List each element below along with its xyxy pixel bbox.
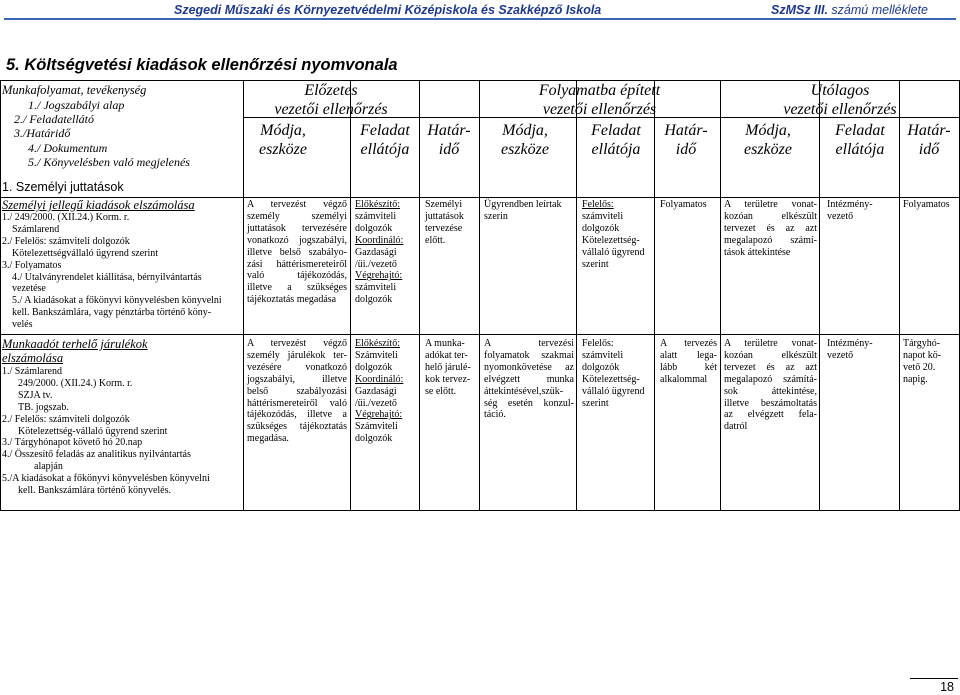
- cell-line: vezésére vonatkozó: [247, 361, 347, 373]
- row1-post-method: [724, 199, 817, 259]
- cell-line: juttatások: [425, 210, 464, 222]
- subhead-responsible: [815, 121, 905, 159]
- row1-post-deadline: [903, 199, 959, 211]
- cell-line: számviteli: [582, 349, 624, 361]
- row1-line: kell. Bankszámlára, vagy pénztárba történő köny-: [12, 307, 212, 319]
- cell-line: dolgozók: [355, 222, 393, 234]
- cell-line: számviteli: [355, 210, 397, 222]
- row2-line: Kötelezettség-vállaló ügyrend szerint: [18, 425, 168, 437]
- cell-line: Személyi: [425, 199, 463, 210]
- cell-line: Kötelezettség-: [582, 373, 640, 385]
- cell-line: adókat ter-: [425, 349, 468, 361]
- cell-line: juttatások tervezésére: [247, 222, 347, 234]
- cell-line: jogszabályi, illetve: [247, 373, 347, 385]
- cell-line: kok tervez-: [425, 373, 471, 385]
- cell-line: dolgozók: [582, 222, 620, 234]
- cell-line: előtt.: [425, 234, 446, 246]
- cell-line: illetve a szükséges: [247, 282, 347, 294]
- cell-line: vezető: [827, 349, 854, 361]
- cell-line: A tervezési: [484, 338, 574, 349]
- row2-line: 249/2000. (XII.24.) Korm. r.: [18, 377, 133, 389]
- subhead-line: Feladat: [835, 122, 885, 139]
- cell-line: zási háttérismereteiről: [247, 258, 347, 270]
- cell-line: dolgozók: [355, 294, 393, 306]
- cell-line: illetve beszámoltatás: [724, 397, 817, 409]
- page-title: 5. Költségvetési kiadások ellenőrzési nyomvonala: [6, 56, 398, 74]
- cell-line: számviteli: [582, 210, 624, 222]
- cell-line: megadása.: [247, 433, 289, 445]
- row2-line: kell. Bankszámlára történő könyvelés.: [18, 485, 172, 497]
- row2-left-cell: [2, 337, 242, 497]
- cell-line: kozóan elkészült: [724, 349, 817, 361]
- cell-line: Felelős:: [582, 338, 614, 349]
- left-header-item: 3./Határidő: [14, 126, 71, 141]
- cell-line: tervezet és az azt: [724, 222, 817, 234]
- cell-line: vállaló ügyrend: [582, 385, 645, 397]
- cell-line: megalapozó számítá-: [724, 373, 817, 385]
- row2-line: 3./ Tárgyhónapot követő hó 20.nap: [2, 437, 143, 449]
- document-reference: [771, 3, 928, 17]
- row1-line: 5./ A kiadásokat a főkönyvi könyvelésben könyvelni: [12, 295, 222, 307]
- subhead-deadline: [899, 121, 959, 159]
- cell-line: kozóan elkészült: [724, 210, 817, 222]
- row1-line: 4./ Utalványrendelet kiállítása, bérnyilvántartás: [12, 271, 202, 283]
- left-header-item: 5./ Könyvelésben való megjelenés: [28, 154, 190, 169]
- cell-line: A területre vonat-: [724, 338, 817, 349]
- group-subtitle: vezetői ellenőrzés: [274, 101, 388, 118]
- group-subtitle: vezetői ellenőrzés: [783, 101, 897, 118]
- row1-line: velés: [12, 319, 33, 331]
- cell-line: Folyamatos: [903, 199, 950, 210]
- row2-pre-deadline: [425, 338, 477, 398]
- cell-line: személy járulékok ter-: [247, 349, 347, 361]
- audit-trail-table: [0, 80, 960, 511]
- doc-code: SzMSz III.: [770, 3, 828, 17]
- group-header-preliminary: [243, 81, 419, 119]
- row2-post-responsible: [827, 338, 897, 362]
- row1-line: Kötelezettségvállaló ügyrend szerint: [12, 247, 159, 259]
- cell-line: illetve belső szabályo-: [247, 246, 347, 258]
- row1-emb-responsible: [582, 199, 652, 270]
- cell-line: megalapozó számí-: [724, 234, 817, 246]
- subhead-line: Feladat: [360, 122, 410, 139]
- subhead-line: eszköze: [501, 141, 549, 158]
- row2-line: SZJA tv.: [18, 389, 53, 401]
- row2-post-deadline: [903, 338, 959, 386]
- cell-line: vállaló ügyrend: [582, 246, 645, 258]
- page-number-rule: [910, 678, 958, 679]
- group-header-subsequent: [720, 81, 960, 119]
- cell-line: szerint: [582, 258, 609, 270]
- cell-line: vezető: [827, 210, 854, 222]
- cell-line: folyamatok szakmai: [484, 349, 574, 361]
- cell-line: tájékoztatás megadása: [247, 294, 337, 306]
- group-title: Utólagos: [810, 82, 870, 99]
- cell-line: napot kö-: [903, 349, 942, 361]
- subhead-line: ellátója: [591, 141, 641, 158]
- cell-line: Kötelezettség-: [582, 234, 640, 246]
- left-header-item: 2./ Feladatellátó: [14, 112, 94, 127]
- cell-line: A területre vonat-: [724, 199, 817, 210]
- cell-line: Ügyrendben leírtak: [484, 199, 562, 210]
- subhead-method: [728, 121, 808, 159]
- cell-line: szükséges tájékoztatás: [247, 421, 347, 433]
- subhead-line: Módja,: [745, 122, 791, 139]
- row2-heading: [2, 337, 242, 351]
- cell-line: datról: [724, 421, 748, 433]
- row1-emb-method: [484, 199, 576, 223]
- row2-line: alapján: [34, 461, 63, 473]
- page-number: 18: [940, 680, 954, 694]
- cell-line: Felelős:: [582, 199, 614, 210]
- cell-line: ség esetén konzul-: [484, 397, 574, 409]
- row1-pre-method: [247, 199, 347, 306]
- cell-line: táció.: [484, 409, 506, 421]
- cell-line: való tájékozódás,: [247, 270, 347, 282]
- cell-line: Előkészítő:: [355, 199, 400, 210]
- row2-emb-responsible: [582, 338, 652, 409]
- subhead-deadline: [656, 121, 716, 159]
- left-header-heading: Munkafolyamat, tevékenység: [2, 83, 147, 97]
- row2-line: TB. jogszab.: [18, 401, 69, 413]
- cell-line: Intézmény-: [827, 199, 873, 210]
- row2-emb-deadline: [660, 338, 717, 386]
- row1-pre-responsible: [355, 199, 417, 306]
- cell-line: Számviteli: [355, 421, 398, 433]
- row2-line: 2./ Felelős: számviteli dolgozók: [2, 413, 130, 425]
- subhead-line: idő: [675, 141, 697, 158]
- cell-line: tájékozódás, illetve a: [247, 409, 347, 421]
- cell-line: tervezet és az azt: [724, 361, 817, 373]
- row2-emb-method: [484, 338, 574, 421]
- subhead-responsible: [340, 121, 430, 159]
- cell-line: elvégzett munka: [484, 373, 574, 385]
- subhead-line: Határ-: [907, 122, 951, 139]
- left-header: [2, 83, 242, 97]
- cell-line: nyomonkövetése az: [484, 361, 574, 373]
- cell-line: lább két: [660, 361, 717, 373]
- cell-line: se előtt.: [425, 385, 457, 397]
- cell-line: tások áttekintése: [724, 246, 791, 258]
- cell-line: Gazdasági: [355, 385, 397, 397]
- cell-line: vető 20.: [903, 361, 936, 373]
- row2-heading-line: Munkaadót terhelő járulékok: [2, 337, 148, 351]
- cell-line: A tervezés: [660, 338, 717, 349]
- row1-line: 1./ 249/2000. (XII.24.) Korm. r.: [2, 212, 130, 223]
- cell-line: alatt lega-: [660, 349, 717, 361]
- row1-pre-deadline: [425, 199, 477, 247]
- cell-line: tervezése: [425, 222, 463, 234]
- cell-line: dolgozók: [582, 361, 620, 373]
- cell-line: Koordináló:: [355, 234, 404, 246]
- cell-line: /üi./vezető: [355, 258, 397, 270]
- row2-line: 1./ Számlarend: [2, 366, 62, 377]
- row2-pre-responsible: [355, 338, 417, 445]
- left-header-item: 1./ Jogszabályi alap: [28, 98, 125, 112]
- cell-line: alkalommal: [660, 373, 708, 385]
- cell-line: Számviteli: [355, 349, 398, 361]
- subhead-line: ellátója: [360, 141, 410, 158]
- cell-line: Végrehajtó:: [355, 270, 403, 282]
- cell-line: dolgozók: [355, 433, 393, 445]
- row2-line: 4./ Összesítő feladás az analitikus nyilvántartás: [2, 449, 191, 461]
- cell-line: A tervezést végző: [247, 199, 347, 210]
- group-title: Folyamatba épített: [538, 82, 661, 99]
- subhead-line: idő: [438, 141, 460, 158]
- cell-line: számviteli: [355, 282, 397, 294]
- row2-post-method: [724, 338, 817, 433]
- cell-line: személy személyi: [247, 210, 347, 222]
- cell-line: Tárgyhó-: [903, 338, 941, 349]
- cell-line: A munka-: [425, 338, 465, 349]
- subhead-line: eszköze: [259, 141, 307, 158]
- cell-line: Végrehajtó:: [355, 409, 403, 421]
- page-header: [4, 4, 956, 20]
- group-title: Előzetes: [304, 82, 358, 99]
- cell-line: sok áttekintése,: [724, 385, 817, 397]
- row1-emb-deadline: [660, 199, 720, 211]
- row1-line: 3./ Folyamatos: [2, 259, 62, 271]
- cell-line: belső szabályozási: [247, 385, 347, 397]
- cell-line: Koordináló:: [355, 373, 404, 385]
- row2-heading-line: elszámolása: [2, 351, 64, 365]
- row1-heading: Személyi jellegű kiadások elszámolása: [2, 198, 195, 212]
- group-header-embedded: [479, 81, 720, 119]
- row2-line: 5./A kiadásokat a főkönyvi könyvelésben könyvelni: [2, 473, 210, 485]
- subhead-line: Módja,: [502, 122, 548, 139]
- row1-post-responsible: [827, 199, 897, 223]
- cell-line: A tervezést végző: [247, 338, 347, 349]
- school-name: Szegedi Műszaki és Környezetvédelmi Középiskola és Szakképző Iskola: [174, 3, 602, 17]
- cell-line: dolgozók: [355, 361, 393, 373]
- cell-line: napig.: [903, 373, 928, 385]
- subhead-line: idő: [918, 141, 940, 158]
- row1-line: vezetése: [12, 283, 46, 295]
- group-subtitle: vezetői ellenőrzés: [542, 101, 657, 118]
- subhead-method: [243, 121, 323, 159]
- subhead-line: Határ-: [664, 122, 708, 139]
- section-heading: 1. Személyi juttatások: [2, 180, 124, 194]
- subhead-method: [485, 121, 565, 159]
- row1-left-cell: [2, 198, 242, 331]
- row1-line: Számlarend: [12, 223, 60, 235]
- cell-line: helő járulé-: [425, 361, 471, 373]
- cell-line: áttekintésével,szük-: [484, 385, 564, 397]
- left-header-items: [14, 98, 254, 169]
- subhead-deadline: [419, 121, 479, 159]
- row1-line: 2./ Felelős: számviteli dolgozók: [2, 235, 130, 247]
- subhead-line: Módja,: [260, 122, 306, 139]
- cell-line: Gazdasági: [355, 246, 397, 258]
- cell-line: Folyamatos: [660, 199, 707, 210]
- subhead-responsible: [576, 121, 656, 159]
- left-header-item: 4./ Dokumentum: [28, 140, 108, 155]
- subhead-line: Feladat: [591, 122, 641, 139]
- cell-line: szerin: [484, 210, 508, 222]
- subhead-line: eszköze: [744, 141, 792, 158]
- cell-line: az elvégzett fela-: [724, 409, 817, 421]
- subhead-line: Határ-: [427, 122, 471, 139]
- cell-line: Intézmény-: [827, 338, 873, 349]
- row2-pre-method: [247, 338, 347, 445]
- doc-suffix: számú melléklete: [831, 3, 928, 17]
- cell-line: /üi./vezető: [355, 397, 397, 409]
- cell-line: szerint: [582, 397, 609, 409]
- cell-line: Előkészítő:: [355, 338, 400, 349]
- cell-line: háttérismereteiről való: [247, 397, 347, 409]
- subhead-line: ellátója: [835, 141, 885, 158]
- cell-line: vonatkozó jogszabályi,: [247, 234, 347, 246]
